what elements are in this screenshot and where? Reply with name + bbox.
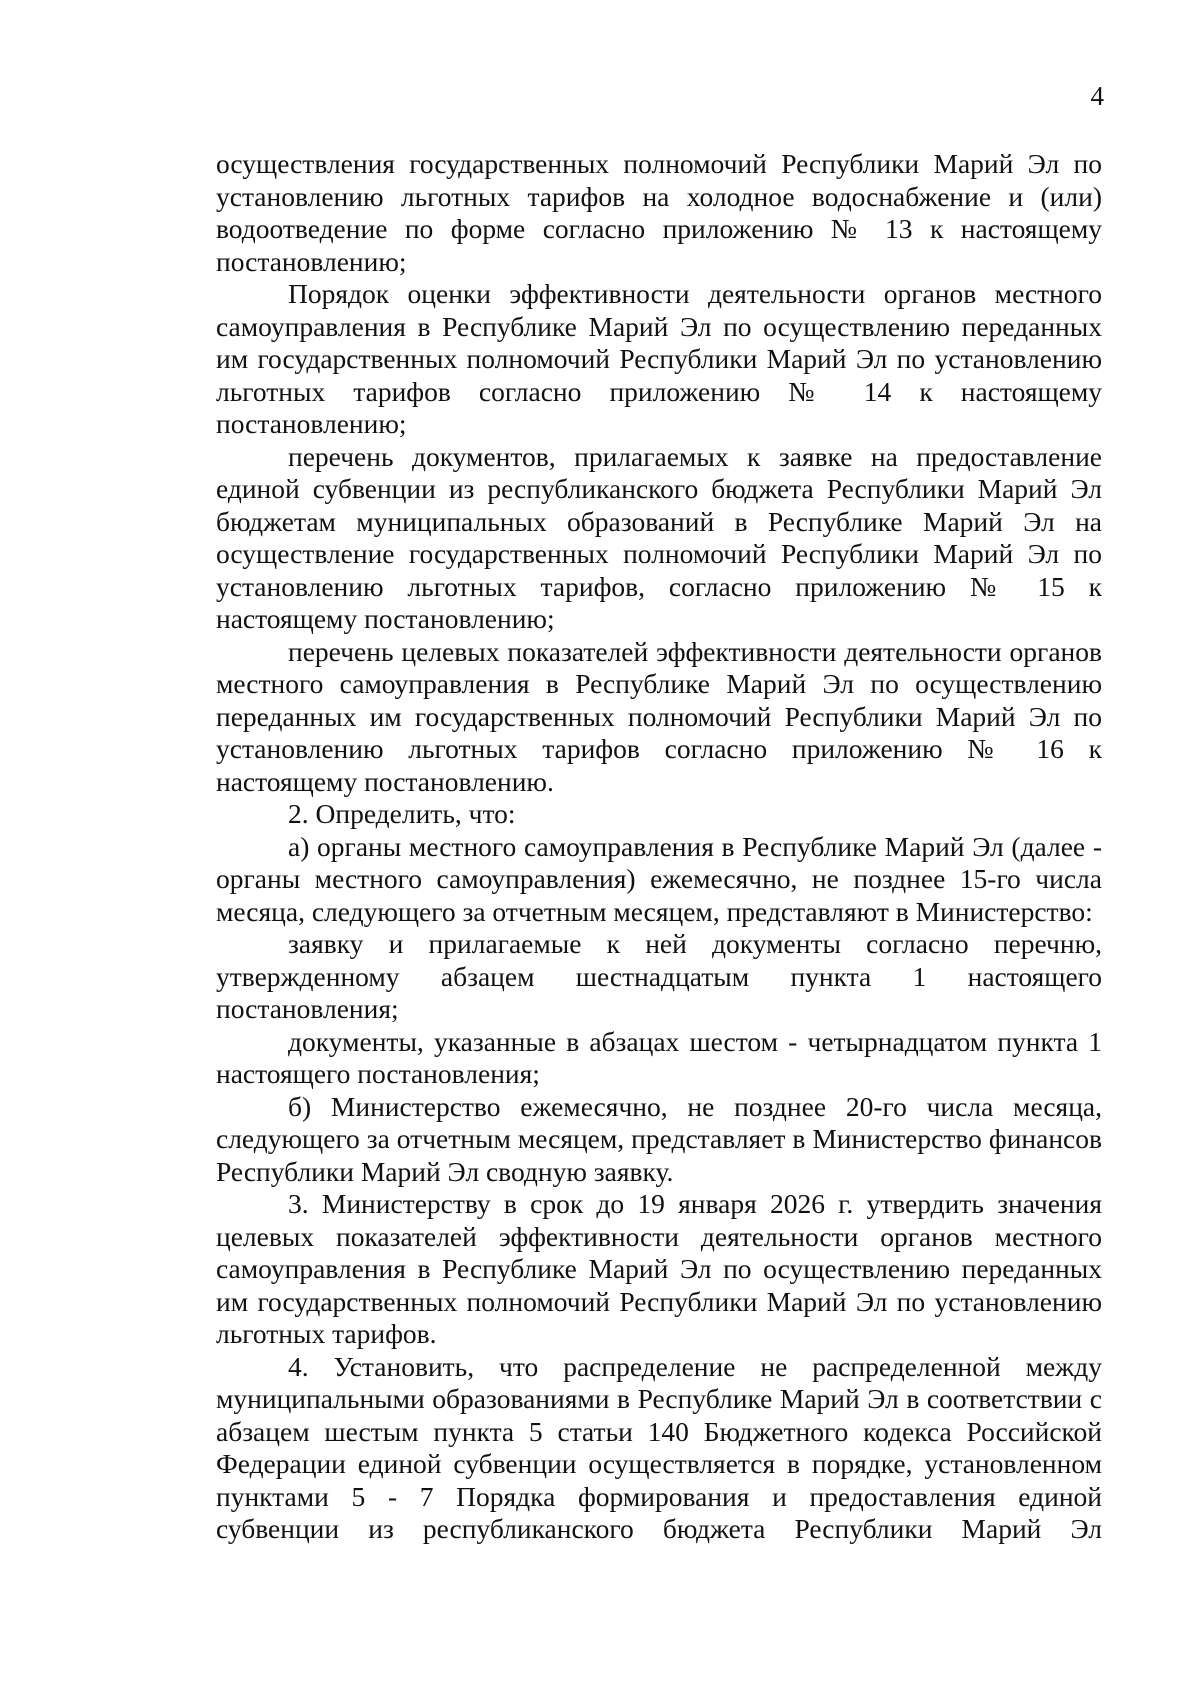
- paragraph-item-4: 4. Установить, что распределение не распределенной между муниципальными образованиями в Республике Марий Эл в соответствии с абзацем шестым пункта 5 статьи 140 Бюджетного кодекса Российской Федерации единой субвенции осуществляется в порядке, установленном пунктами 5 - 7 Порядка формирования и предоставления единой субвенции из республиканского бюджета Республики Марий Эл: [216, 1350, 1102, 1544]
- paragraph-evaluation-procedure: Порядок оценки эффективности деятельности органов местного самоуправления в Республике Марий Эл по осуществлению переданных им государственных полномочий Республики Марий Эл по установлению льготных тарифов согласно приложению № 14 к настоящему постановлению;: [216, 278, 1102, 439]
- paragraph-item-2: 2. Определить, что:: [288, 798, 516, 829]
- paragraph-documents: документы, указанные в абзацах шестом - четырнадцатом пункта 1 настоящего постановления;: [216, 1025, 1102, 1089]
- paragraph-target-indicators: перечень целевых показателей эффективности деятельности органов местного самоуправления в Республике Марий Эл по осуществлению переданных им государственных полномочий Республики Марий Эл по установлению льготных тарифов согласно приложению № 16 к настоящему постановлению.: [216, 635, 1102, 797]
- paragraph-item-2b: б) Министерство ежемесячно, не позднее 20-го числа месяца, следующего за отчетным месяцем, представляет в Министерство финансов Республики Марий Эл сводную заявку.: [216, 1090, 1102, 1187]
- document-body: [216, 148, 1102, 1546]
- paragraph-item-2a: а) органы местного самоуправления в Республике Марий Эл (далее - органы местного самоуправления) ежемесячно, не позднее 15-го числа месяца, следующего за отчетным месяцем, представляют в Министерство:: [216, 830, 1102, 927]
- paragraph-continuation: осуществления государственных полномочий Республики Марий Эл по установлению льготных тарифов на холодное водоснабжение и (или) водоотведение по форме согласно приложению № 13 к настоящему постановлению;: [216, 148, 1102, 277]
- paragraph-documents-list: перечень документов, прилагаемых к заявке на предоставление единой субвенции из республиканского бюджета Республики Марий Эл бюджетам муниципальных образований в Республике Марий Эл на осуществление государственных полномочий Республики Марий Эл по установлению льготных тарифов, согласно приложению № 15 к настоящему постановлению;: [216, 440, 1102, 634]
- page-number: 4: [1090, 81, 1104, 111]
- paragraph-application: заявку и прилагаемые к ней документы согласно перечню, утвержденному абзацем шестнадцатым пункта 1 настоящего постановления;: [216, 928, 1102, 1024]
- paragraph-item-3: 3. Министерству в срок до 19 января 2026 г. утвердить значения целевых показателей эффективности деятельности органов местного самоуправления в Республике Марий Эл по осуществлению переданных им государственных полномочий Республики Марий Эл по установлению льготных тарифов.: [216, 1188, 1102, 1349]
